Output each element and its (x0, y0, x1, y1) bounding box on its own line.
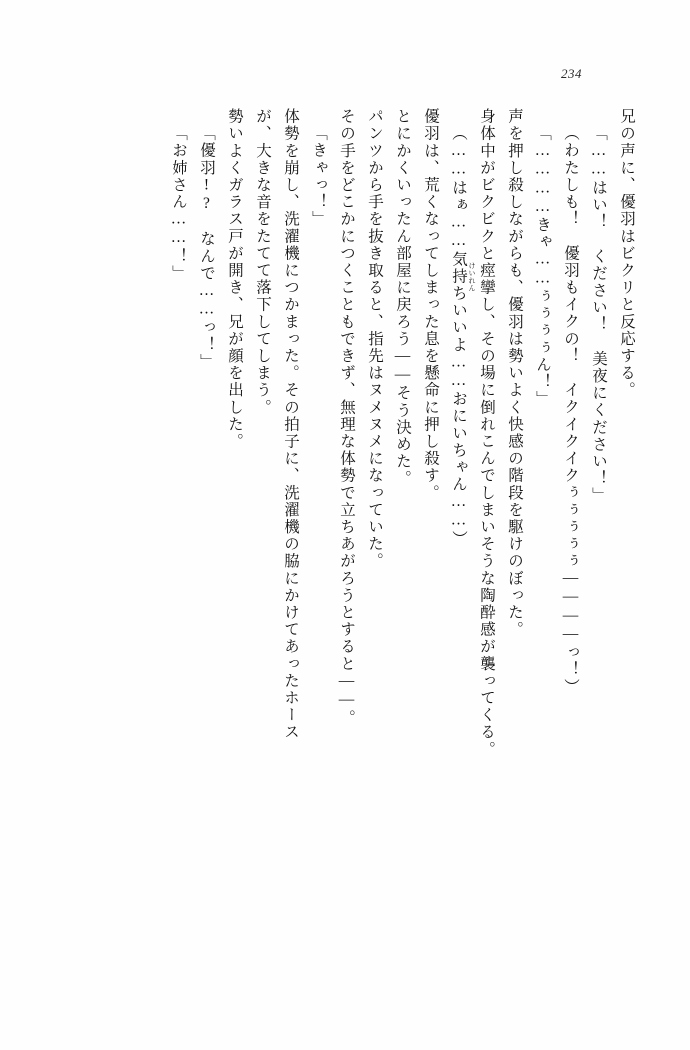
text-line: 体勢を崩し、洗濯機につかまった。その拍子に、洗濯機の脇にかけてあったホース (282, 108, 299, 741)
page-number: 234 (561, 66, 582, 81)
text-line: 声を押し殺しながらも、優羽は勢いよく快感の階段を駆けのぼった。 (506, 108, 523, 639)
text-line: 「お姉さん……！」 (170, 125, 187, 282)
text-line: 「…………きゃ……ぅぅぅぅん！」 (534, 125, 551, 408)
text-line: 「きゃっ！」 (310, 125, 327, 228)
text-line: 兄の声に、優羽はビクリと反応する。 (618, 108, 635, 399)
text-line: （わたしも！ 優羽もイクの！ イクイクイクぅぅぅぅぅ————っ！） (562, 125, 579, 696)
text-line: 「……はい！ ください！ 美夜にください！」 (590, 125, 607, 505)
ruby-base: 痙攣 けいれん (468, 261, 495, 297)
text-line: 優羽は、荒くなってしまった息を懸命に押し殺す。 (422, 108, 439, 502)
text-line: パンツから手を抜き取ると、指先はヌメヌメになっていた。 (366, 108, 383, 570)
text-line: （……はぁ……気持ちいいよ……おにいちゃん……） (450, 125, 467, 548)
text-line: 「優羽!? なんで……っ！」 (198, 125, 215, 371)
text-line: その手をどこかにつくこともできず、無理な体勢で立ちあがろうとすると——。 (338, 108, 355, 727)
text-line: 身体中がビクビクと痙攣 けいれん し、その場に倒れこんでしまいそうな陶酔感が襲ってくる。 (468, 108, 495, 758)
text-line: とにかくいったん部屋に戻ろう——そう決めた。 (394, 108, 411, 488)
ruby-reading: けいれん (468, 261, 476, 292)
vertical-text-block (52, 108, 634, 968)
text-line: が、大きな音をたてて落下してしまう。 (254, 108, 271, 416)
text-line: 勢いよくガラス戸が開き、兄が顔を出した。 (226, 108, 243, 450)
